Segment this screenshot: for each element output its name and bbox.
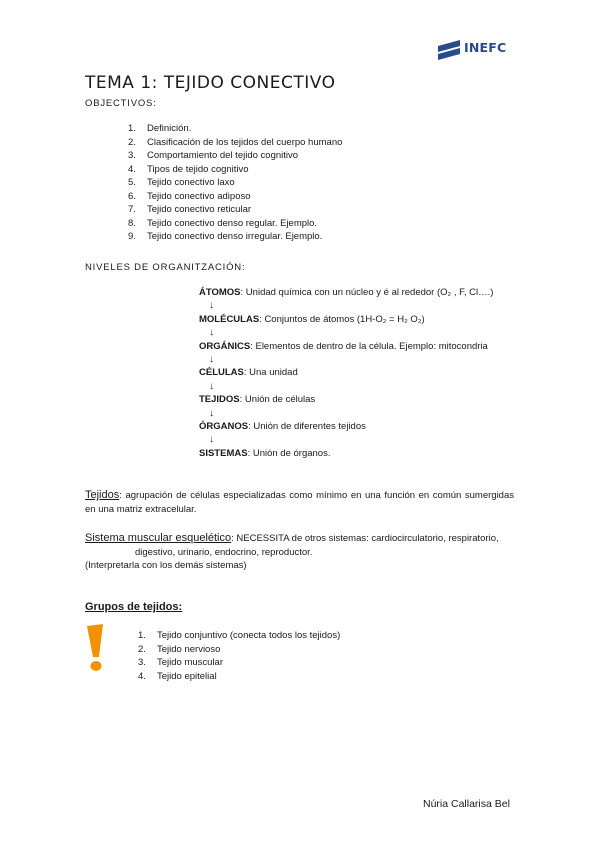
level-atomos [199,286,493,299]
down-arrow-icon: ↓ [209,327,214,339]
item-number: 1. [128,123,136,134]
down-arrow-icon: ↓ [209,353,214,365]
item-text: Tejido conectivo denso regular. Ejemplo. [147,217,318,229]
item-number: 3. [138,657,146,668]
level-moleculas [199,313,493,326]
list-item [128,190,342,204]
grupos-title: Grupos de tejidos: [85,601,183,613]
sistema-line-1 [85,532,525,546]
objectives-list [128,122,342,244]
level-term: ÓRGANOS [199,420,249,432]
level-organics [199,340,493,353]
item-number: 4. [138,670,146,682]
inefc-logo [436,37,546,63]
level-tejidos [199,393,493,406]
down-arrow-icon: ↓ [209,380,214,392]
sistema-text-3: (Interpretarla con los demás sistemas) [85,560,247,571]
item-text: Clasificación de los tejidos del cuerpo humano [147,136,343,148]
level-desc: : Unión de órganos. [247,447,331,459]
item-number: 6. [128,190,136,202]
grupos-list [138,629,340,683]
item-number: 3. [128,150,136,161]
level-term: TEJIDOS [199,394,240,406]
level-sistemas [199,447,493,460]
sistema-muscular [85,532,525,573]
tejidos-definition [85,489,514,516]
item-number: 5. [128,177,136,188]
item-text: Tejido nervioso [157,643,221,655]
list-item [128,203,342,217]
item-text: Tipos de tejido cognitivo [147,163,249,175]
level-term: ORGÁNICS [199,340,251,352]
item-number: 7. [128,204,136,215]
sistema-text-2: digestivo, urinario, endocrino, reproductor. [135,546,313,558]
level-desc: : Conjuntos de átomos (1H-O₂ = H₂ O₂) [259,313,425,325]
item-number: 9. [128,231,136,242]
sistema-text-1: : NECESSITA de otros sistemas: cardiocirculatorio, respiratorio, [231,533,499,544]
level-desc: : Unión de células [239,394,316,406]
item-text: Tejido conjuntivo (conecta todos los tejidos) [157,630,341,641]
item-number: 8. [128,217,136,229]
level-desc: : Unión de diferentes tejidos [248,420,366,432]
logo-text: INEFC [464,40,507,55]
item-text: Definición. [147,123,192,134]
list-item [128,176,342,190]
item-text: Tejido conectivo reticular [147,204,252,215]
list-item [128,217,342,231]
sistema-term: Sistema muscular esquelético [85,532,232,544]
level-desc: : Una unidad [243,367,298,379]
item-text: Tejido conectivo adiposo [147,190,251,202]
exclamation-icon [84,624,106,672]
item-number: 4. [128,163,136,175]
level-term: SISTEMAS [199,447,248,459]
list-item [128,163,342,177]
level-desc: : Unidad química con un núcleo y é al rededor (O₂ , F, Cl….) [240,287,494,298]
level-desc: : Elementos de dentro de la célula. Ejemplo: mitocondria [250,340,488,352]
level-term: MOLÉCULAS [199,313,260,325]
down-arrow-icon: ↓ [209,300,214,312]
item-text: Comportamiento del tejido cognitivo [147,150,299,161]
list-item [128,136,342,150]
list-item [128,230,342,244]
level-term: ÁTOMOS [199,287,241,298]
tejidos-text: : agrupación de células especializadas como mínimo en una función en común sumergidas en una matriz extracelular. [85,490,514,515]
list-item [128,122,342,136]
author-name: Núria Callarisa Bel [423,798,510,810]
list-item [128,149,342,163]
objectives-label: OBJECTIVOS: [85,98,157,109]
levels-label: NIVELES DE ORGANITZACIÓN: [85,262,246,273]
level-celulas [199,366,493,379]
item-text: Tejido muscular [157,657,223,668]
level-term: CÉLULAS [199,367,244,379]
level-organos [199,420,493,433]
item-number: 2. [128,136,136,148]
item-text: Tejido conectivo denso irregular. Ejemplo. [147,231,323,242]
item-number: 2. [138,643,146,655]
item-number: 1. [138,630,146,641]
list-item [138,656,340,670]
inefc-logo-icon [436,37,462,61]
list-item [138,629,340,643]
levels-hierarchy [199,286,493,460]
down-arrow-icon: ↓ [209,434,214,446]
item-text: Tejido epitelial [157,670,217,682]
item-text: Tejido conectivo laxo [147,177,235,188]
tejidos-term: Tejidos [85,489,120,501]
list-item [138,670,340,684]
list-item [138,643,340,657]
page-title: TEMA 1: TEJIDO CONECTIVO [85,73,336,93]
down-arrow-icon: ↓ [209,407,214,419]
